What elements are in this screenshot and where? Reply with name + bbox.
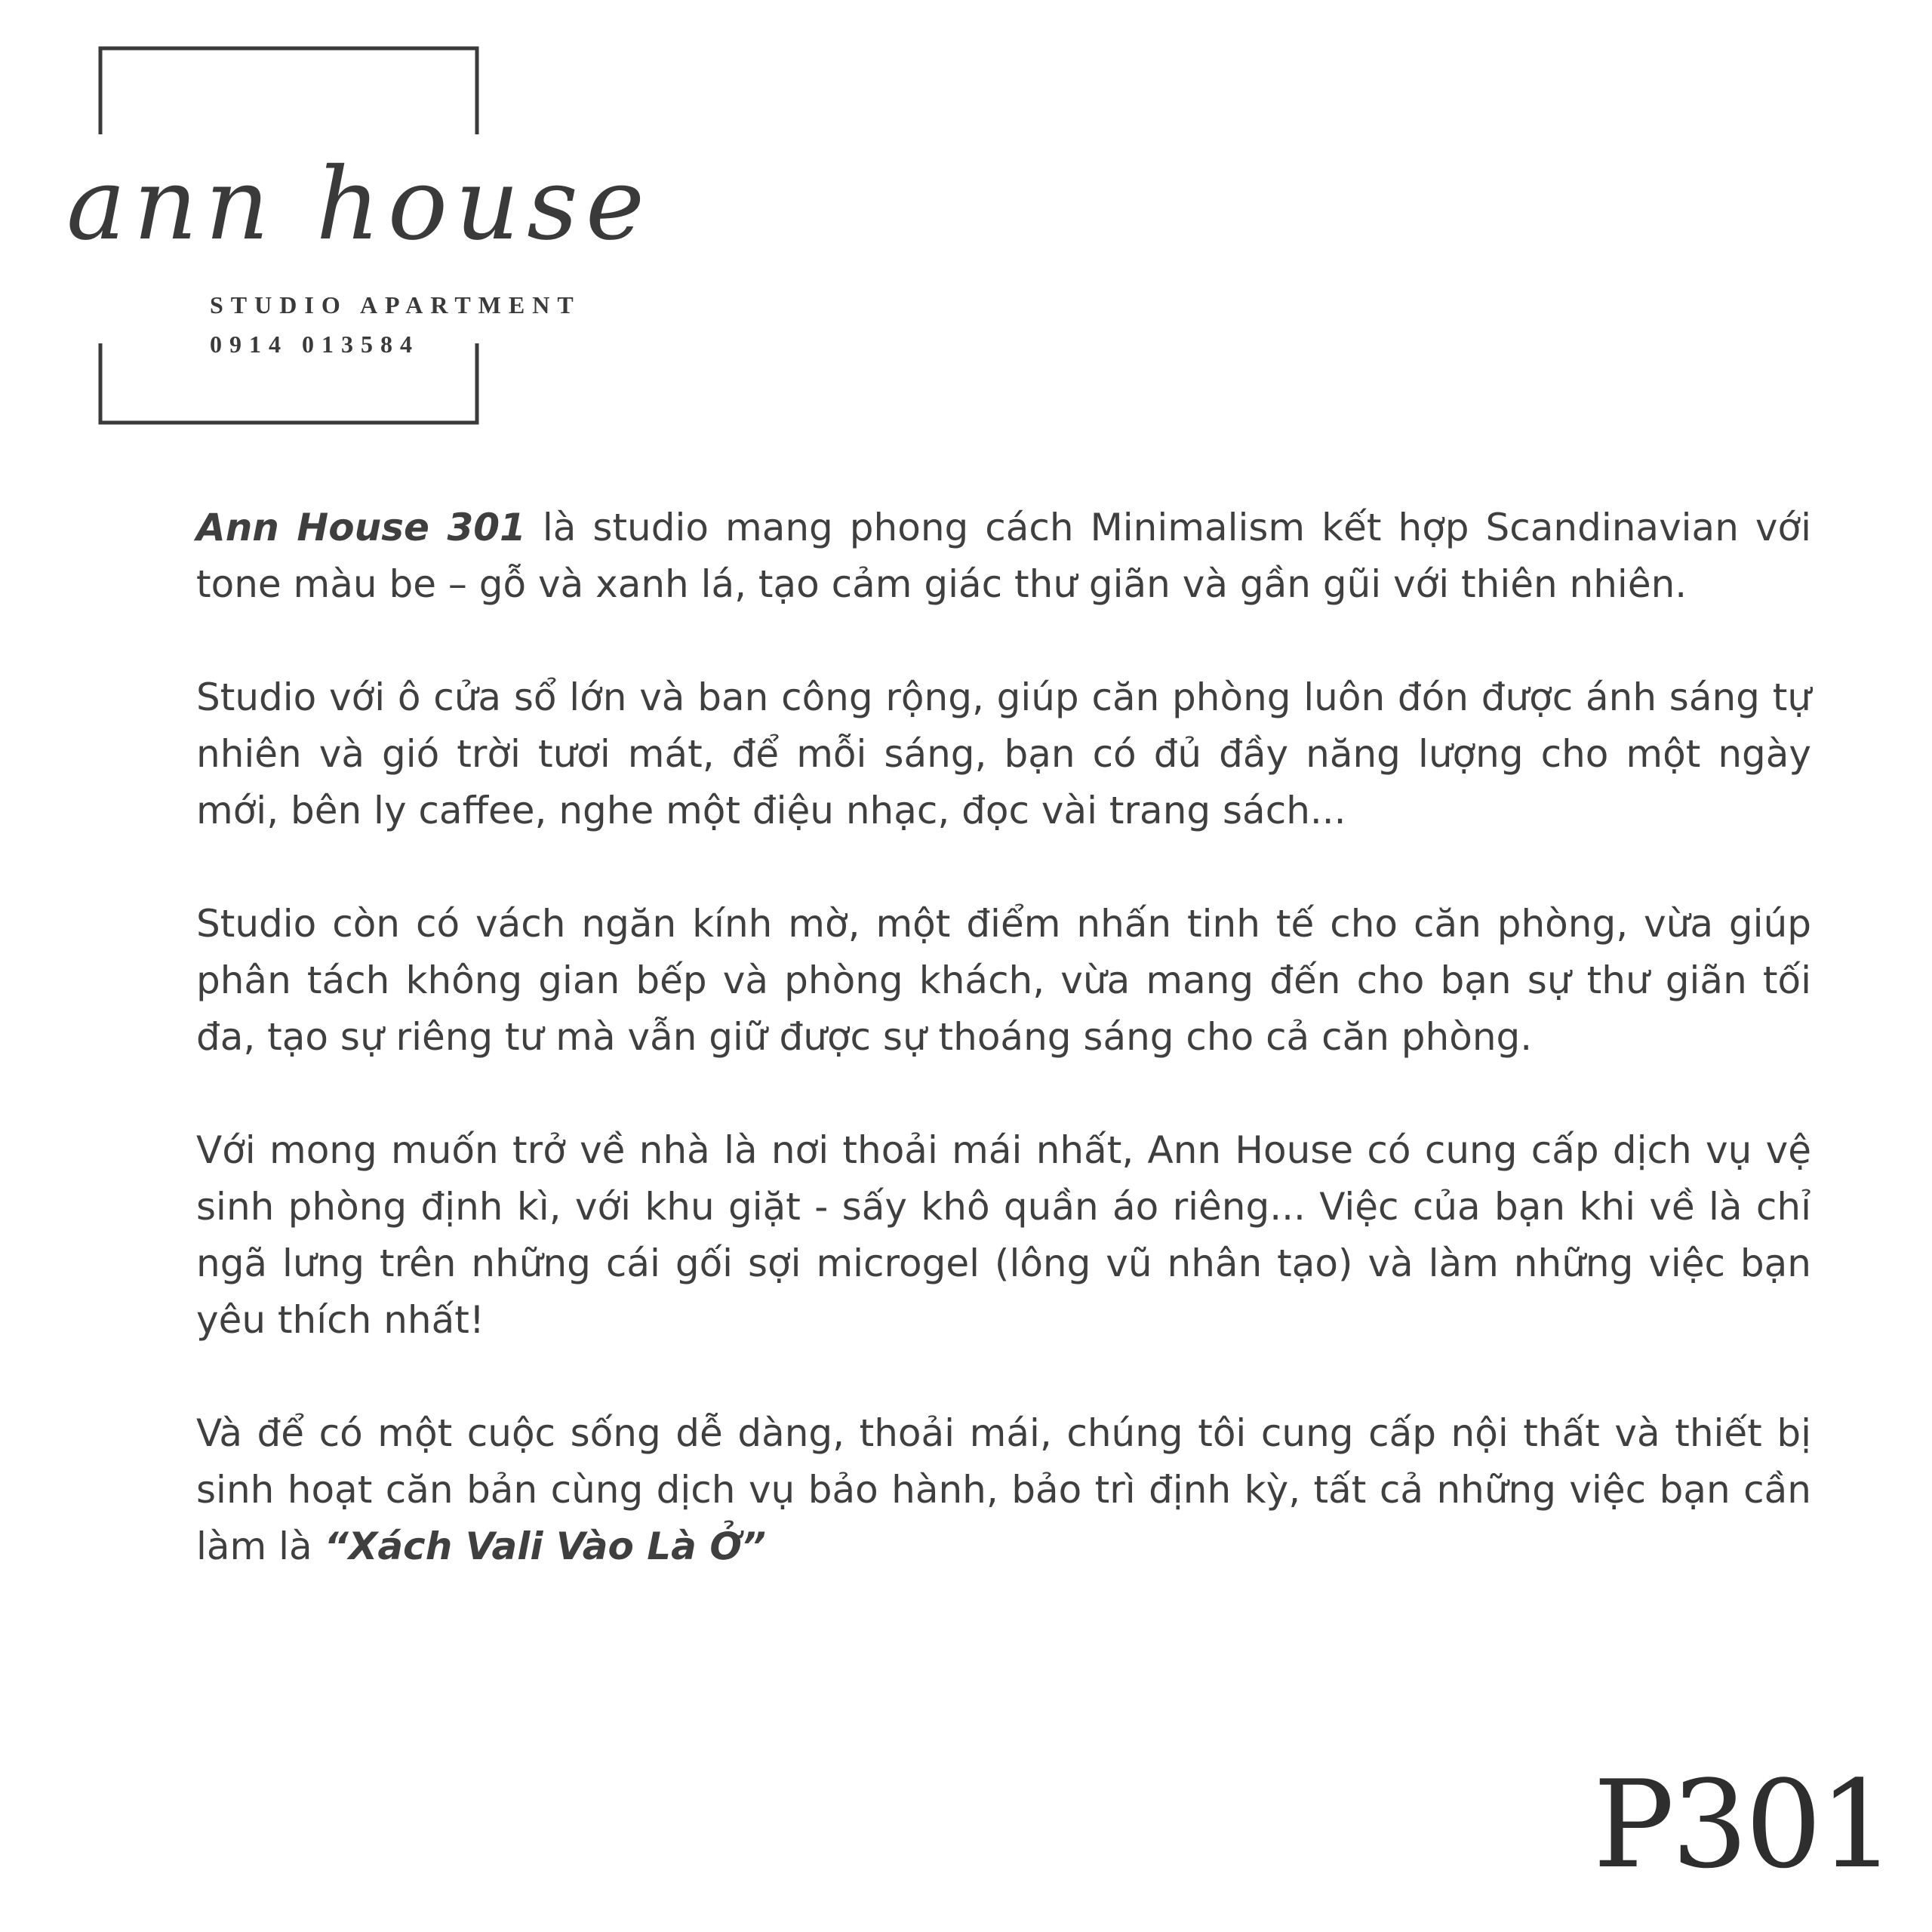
paragraph-text: là studio mang phong cách Minimalism kết hợp Scandinavian với tone màu be – gỗ và xanh lá, tạo cảm giác thư giãn và gần gũi với thiên nhiên. bbox=[196, 506, 1811, 606]
paragraph-services bbox=[196, 1122, 1811, 1349]
paragraph-intro bbox=[196, 500, 1811, 613]
paragraph-text: Và để có một cuộc sống dễ dàng, thoải mái, chúng tôi cung cấp nội thất và thiết bị sinh hoạt căn bản cùng dịch vụ bảo hành, bảo trì định kỳ, tất cả những việc bạn cần làm là bbox=[196, 1411, 1811, 1568]
logo-wordmark: ann house bbox=[66, 146, 653, 263]
paragraph-text: Studio còn có vách ngăn kính mờ, một điểm nhấn tinh tế cho căn phòng, vừa giúp phân tách không gian bếp và phòng khách, vừa mang đến cho bạn sự thư giãn tối đa, tạo sự riêng tư mà vẫn giữ được sự thoáng sáng cho cả căn phòng. bbox=[196, 902, 1811, 1059]
paragraph-light bbox=[196, 669, 1811, 839]
paragraph-text: Studio với ô cửa sổ lớn và ban công rộng, giúp căn phòng luôn đón được ánh sáng tự nhiên và gió trời tươi mát, để mỗi sáng, bạn có đủ đầy năng lượng cho một ngày mới, bên ly caffee, nghe một điệu nhạc, đọc vài trang sách... bbox=[196, 675, 1811, 832]
slogan: “Xách Vali Vào Là Ở” bbox=[324, 1524, 766, 1568]
logo-tagline: STUDIO APARTMENT bbox=[210, 291, 581, 318]
paragraph-text: Với mong muốn trở về nhà là nơi thoải mái nhất, Ann House có cung cấp dịch vụ vệ sinh phòng định kì, với khu giặt - sấy khô quần áo riêng... Việc của bạn khi về là chỉ ngã lưng trên những cái gối sợi microgel (lông vũ nhân tạo) và làm những việc bạn yêu thích nhất! bbox=[196, 1128, 1811, 1342]
room-number: P301 bbox=[1592, 1754, 1893, 1895]
paragraph-partition bbox=[196, 896, 1811, 1066]
description bbox=[196, 500, 1811, 1575]
property-name: Ann House 301 bbox=[196, 506, 526, 549]
paragraph-furnishing bbox=[196, 1405, 1811, 1575]
logo-phone: 0914 013584 bbox=[210, 331, 420, 358]
logo bbox=[0, 0, 653, 438]
